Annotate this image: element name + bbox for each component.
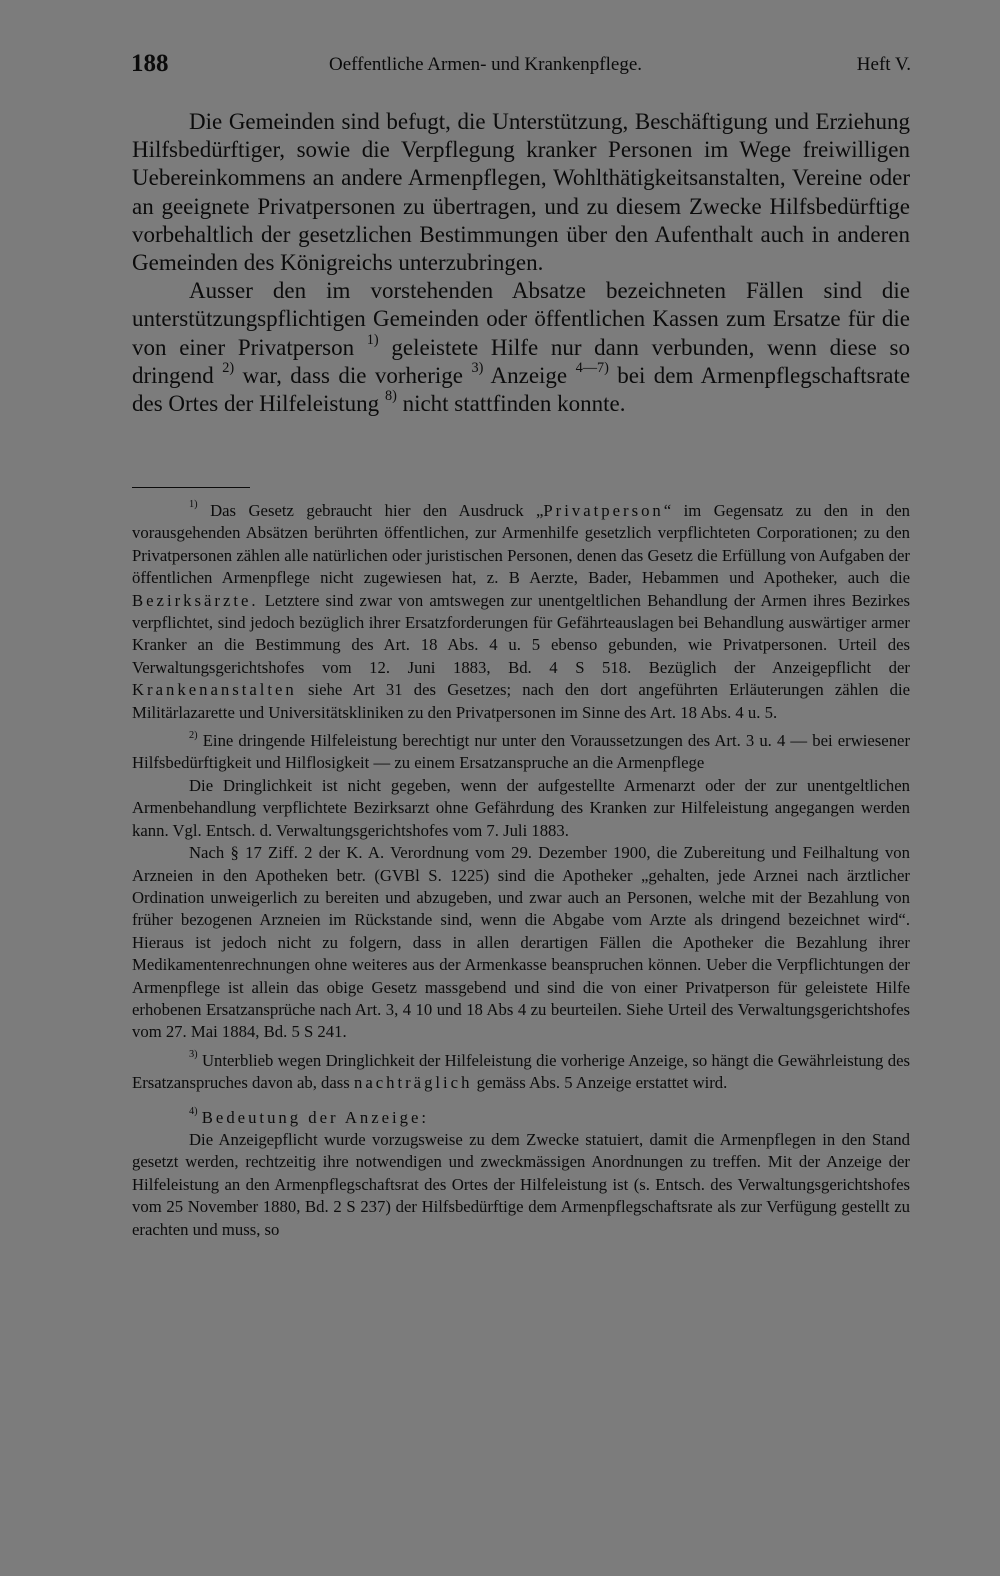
footnote-ref-4-7: 4—7) <box>575 360 609 377</box>
paragraph-1: Die Gemeinden sind befugt, die Unterstützung, Beschäftigung und Erziehung Hilfsbedürftiger, sowie die Verpflegung kranker Personen im Wege freiwilligen Uebereinkommens an andere Armenpflegen, Wohlthätigkeitsanstalten, Vereine oder an geeignete Privatpersonen zu übertragen, und zu diesem Zwecke Hilfsbedürftige vorbehaltlich der gesetzlichen Bestimmungen über den Aufenthalt auch in anderen Gemeinden des Königreichs unterzubringen. <box>132 109 910 276</box>
footnote-4: $^{4)}$ Bedeutung der Anzeige: <box>189 1106 430 1127</box>
footnote-2-paragraph-3: Nach § 17 Ziff. 2 der K. A. Verordnung vom 29. Dezember 1900, die Zubereitung und Feilhaltung von Arzneien in den Apotheken betr. (GVBl S. 1225) sind die Apotheker „gehalten, jede Arznei nach ärztlicher Ordination unweigerlich zu bereiten und abzugeben, und zwar auch an Personen, welche mit der Bezahlung von früher bezogenen Arzneien im Rückstande sind, wenn die Abgabe vom Arzte als dringend bezeichnet wird“. Hieraus ist jedoch nicht zu folgern, dass in allen derartigen Fällen die Apotheker die Bezahlung ihrer Medikamentenrechnungen ohne weiteres aus der Armenkasse beanspruchen können. Ueber die Verpflichtungen der Armenpflege ist allein das obige Gesetz massgebend und sind die von einer Privatperson für geleistete Hilfe erhobenen Ersatzansprüche nach Art. 3, 4 10 und 18 Abs 4 zu beurteilen. Siehe Urteil des Verwaltungsgerichtshofes vom 27. Mai 1884, Bd. 5 S 241. <box>132 843 910 1042</box>
footnote-ref-2: 2) <box>222 360 235 377</box>
footnote-1: $^{1)}$ Das Gesetz gebraucht hier den Ausdruck „Privatperson“ im Gegensatz zu den in den vorausgehenden Absätzen berührten öffentlichen, zur Armenhilfe gesetzlich verpflichteten Corporationen; zu den Privatpersonen zählen alle natürlichen oder juristischen Personen, denen das Gesetz die Erfüllung von Aufgaben der öffentlichen Armenpflege nicht zugewiesen hat, z. B Aerzte, Bader, Hebammen und Apotheker, auch die Bezirksärzte. Letztere sind zwar von amtswegen zur unentgeltlichen Behandlung der Armen ihres Bezirkes verpflichtet, sind jedoch bezüglich ihrer Ersatzforderungen für Gefährteauslagen bei Behandlung auswärtiger armer Kranker an die Bestimmung des Art. 18 Abs. 4 u. 5 ebenso gebunden, wie Privatpersonen. Urteil des Verwaltungsgerichtshofes vom 12. Juni 1883, Bd. 4 S 518. Bezüglich der Anzeigepflicht der Krankenanstalten siehe Art 31 des Gesetzes; nach den dort angeführten Erläuterungen zählen die Militärlazarette und Universitätskliniken zu den Privatpersonen im Sinne des Art. 18 Abs. 4 u. 5. <box>132 499 910 722</box>
footnote-3: $^{3)}$ Unterblieb wegen Dringlichkeit der Hilfeleistung die vorherige Anzeige, so hängt die Gewährleistung des Ersatzanspruches davon ab, dass nachträglich gemäss Abs. 5 Anzeige erstattet wird. <box>132 1049 910 1093</box>
footnote-4-paragraph-2: Die Anzeigepflicht wurde vorzugsweise zu dem Zwecke statuiert, damit die Armenpflegen in den Stand gesetzt werden, rechtzeitig ihre notwendigen und zweckmässigen Anordnungen zu treffen. Mit der Anzeige der Hilfeleistung an den Armenpflegschaftsrat des Ortes der Hilfeleistung ist (s. Entsch. des Verwaltungsgerichtshofes vom 25 November 1880, Bd. 2 S 237) der Hilfsbedürftige dem Armenpflegschaftsrate als zur Verfügung gestellt zu erachten und muss, so <box>132 1129 910 1239</box>
footnote-4-heading: Bedeutung der Anzeige: <box>201 1107 430 1127</box>
footnote-ref-3: 3) <box>471 360 484 377</box>
footnotes <box>132 500 910 1241</box>
page-header <box>131 50 911 84</box>
footnote-divider <box>132 487 250 488</box>
main-text <box>132 108 910 418</box>
issue-label: Heft V. <box>856 54 911 75</box>
footnote-2-paragraph-2: Die Dringlichkeit ist nicht gegeben, wenn der aufgestellte Armenarzt oder der zur unentgeltlichen Armenbehandlung verpflichtete Bezirksarzt ohne Gefährdung des Kranken zur Hilfeleistung angegangen werden kann. Vgl. Entsch. d. Verwaltungsgerichtshofes vom 7. Juli 1883. <box>132 775 910 840</box>
footnote-ref-8: 8) <box>384 388 397 405</box>
footnote-ref-1: 1) <box>366 331 379 348</box>
paragraph-2: Ausser den im vorstehenden Absatze bezeichneten Fällen sind die unterstützungspflichtigen Gemeinden oder öffentlichen Kassen zum Ersatze für die von einer Privatperson $^{1)}$ geleistete Hilfe nur dann verbunden, wenn diese so dringend $^{2)}$ war, dass die vorherige $^{3)}$ Anzeige $^{4—7)}$ bei dem Armenpflegschaftsrate des Ortes der Hilfeleistung $^{8)}$ nicht stattfinden konnte. <box>132 278 911 417</box>
page-number: 188 <box>131 50 169 77</box>
running-title: Oeffentliche Armen- und Krankenpflege. <box>329 54 643 75</box>
footnote-2: $^{2)}$ Eine dringende Hilfeleistung berechtigt nur unter den Voraussetzungen des Art. 3 u. 4 — bei erwiesener Hilfsbedürftigkeit und Hilflosigkeit — zu einem Ersatzanspruche an die Armenpflege <box>132 729 910 773</box>
